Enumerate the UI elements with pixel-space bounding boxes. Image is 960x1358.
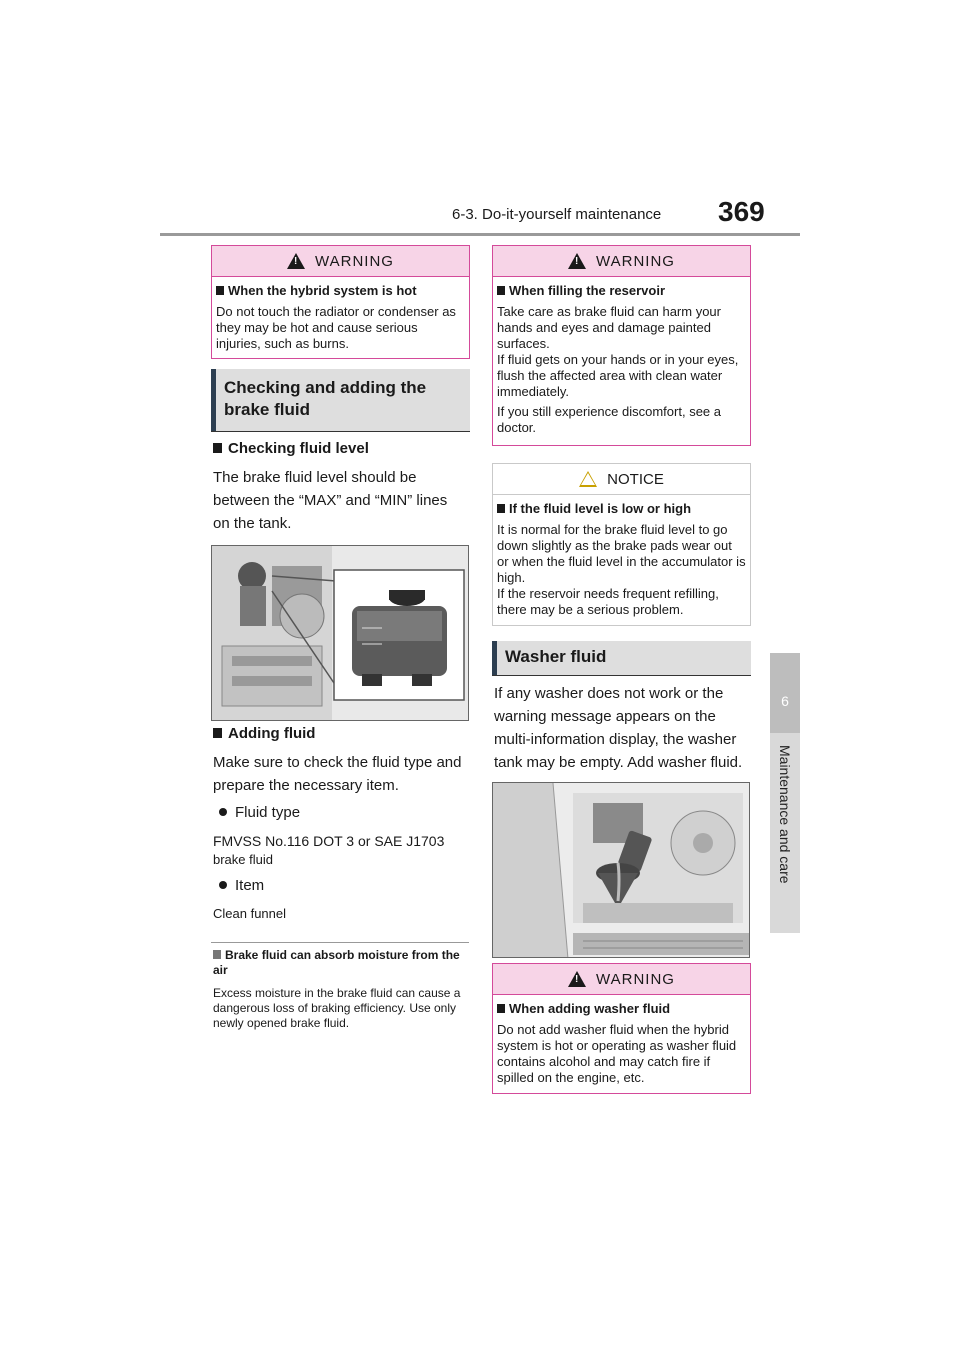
page-number: 369 [718,196,765,227]
warning-text: Do not touch the radiator or condenser as they may be hot and cause serious injuries, such as burns. [216,304,456,351]
warning-box-filling-reservoir [492,245,751,446]
subheading-adding: Adding fluid [213,725,315,742]
section-heading-text: Washer fluid [505,647,607,666]
engine-bay-washer-svg [493,783,750,958]
chapter-number: 6 [781,693,789,709]
warning-title: WARNING [315,252,394,270]
warning-header [212,246,469,277]
section-heading-brake-fluid [211,369,470,431]
warning-text-2: If fluid gets on your hands or in your eyes, flush the affected area with clean water immediately. [497,352,739,399]
notice-text-2: If the reservoir needs frequent refilling, there may be a serious problem. [497,586,719,617]
chapter-label: Maintenance and care [777,745,793,884]
subheading-checking: Checking fluid level [213,440,369,457]
item-detail: Clean funnel [213,906,286,921]
bullet-dot-icon [219,808,227,816]
bullet-dot-icon [219,881,227,889]
header-rule [160,233,800,236]
note-rule [211,942,469,943]
square-bullet-icon [213,950,221,959]
engine-bay-brake-svg [212,546,469,721]
square-bullet-icon [216,286,224,295]
notice-subtitle: If the fluid level is low or high [497,501,746,516]
warning-triangle-icon [568,971,586,987]
warning-subtitle: When filling the reservoir [497,283,746,298]
square-bullet-icon [213,443,222,453]
notice-box-fluid-level [492,463,751,626]
square-bullet-icon [497,286,505,295]
square-bullet-icon [213,728,222,738]
note-text: Excess moisture in the brake fluid can cause a dangerous loss of braking efficiency. Use only newly opened brake fluid. [213,986,461,1030]
section-rule [492,675,751,676]
section-rule [211,431,470,432]
warning-text-1: Take care as brake fluid can harm your hands and eyes and damage painted surfaces. [497,304,721,351]
square-bullet-icon [497,504,505,513]
washer-fluid-illustration [492,782,750,958]
warning-header [493,246,750,277]
notice-text-1: It is normal for the brake fluid level to go down slightly as the brake pads wear out or when the fluid level in the accumulator is high. [497,522,746,585]
notice-title: NOTICE [607,470,664,488]
adding-text: Make sure to check the fluid type and prepare the necessary item. [213,754,462,794]
fluid-type-detail-line2: brake fluid [213,852,273,867]
brake-reservoir-illustration [211,545,469,721]
note-heading: Brake fluid can absorb moisture from the air [213,948,460,977]
warning-triangle-icon [568,253,586,269]
square-bullet-icon [497,1004,505,1013]
checking-text: The brake fluid level should be between the “MAX” and “MIN” lines on the tank. [213,469,448,532]
warning-box-washer-fluid [492,963,751,1094]
warning-subtitle: When adding washer fluid [497,1001,746,1016]
warning-text-3: If you still experience discomfort, see a doctor. [497,404,721,435]
caution-triangle-icon [579,471,597,487]
warning-title: WARNING [596,252,675,270]
warning-subtitle: When the hybrid system is hot [216,283,465,298]
section-title: 6-3. Do-it-yourself maintenance [452,206,662,223]
bullet-item: Item [213,877,264,894]
section-heading-text: Checking and adding the brake fluid [224,378,427,419]
section-heading-washer-fluid [492,641,751,675]
warning-header [493,964,750,995]
washer-fluid-text: If any washer does not work or the warning message appears on the multi-information display, the washer tank may be empty. Add washer fluid. [494,685,743,771]
notice-header [493,464,750,495]
fluid-type-detail-line1: FMVSS No.116 DOT 3 or SAE J1703 [213,833,445,849]
warning-triangle-icon [287,253,305,269]
bullet-fluid-type: Fluid type [213,804,300,821]
warning-box-hot-system [211,245,470,359]
warning-title: WARNING [596,970,675,988]
warning-text: Do not add washer fluid when the hybrid system is hot or operating as washer fluid contains alcohol and may catch fire if spilled on the engine, etc. [497,1022,737,1085]
